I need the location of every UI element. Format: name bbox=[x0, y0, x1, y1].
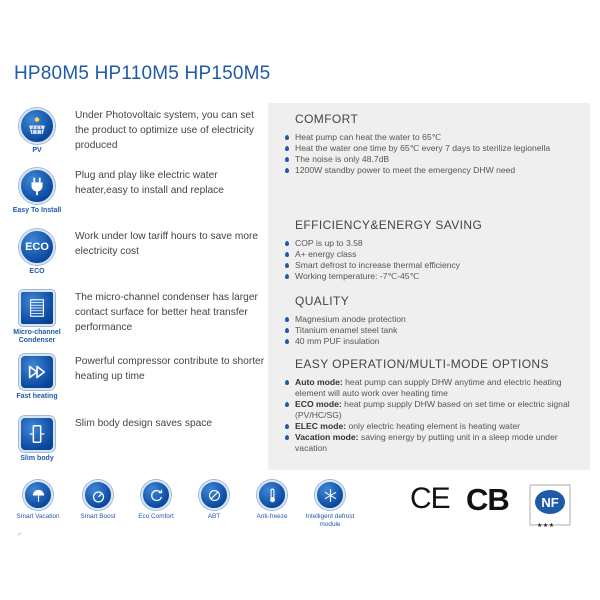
list-item: Smart defrost to increase thermal efficiency bbox=[284, 260, 584, 271]
abt-icon bbox=[199, 480, 229, 510]
list-item: 40 mm PUF insulation bbox=[284, 336, 584, 347]
nf-logo bbox=[529, 484, 571, 526]
eco-icon-text: ECO bbox=[25, 241, 49, 253]
snowflake-icon bbox=[315, 480, 345, 510]
section-title-quality: QUALITY bbox=[295, 294, 350, 308]
mode-name: Auto mode: bbox=[295, 377, 343, 387]
mode-description: only electric heating element is heating water bbox=[346, 421, 520, 431]
section-title-comfort: COMFORT bbox=[295, 112, 359, 126]
condenser-icon bbox=[19, 290, 55, 326]
function-label: Eco Comfort bbox=[138, 513, 174, 520]
slim-body-icon bbox=[19, 416, 55, 452]
mode-name: ELEC mode: bbox=[295, 421, 347, 431]
list-item bbox=[284, 399, 584, 421]
function-smart-boost bbox=[68, 480, 128, 521]
mode-name: Vacation mode: bbox=[295, 432, 359, 442]
feature-label: ECO bbox=[29, 268, 45, 275]
list-item: Magnesium anode protection bbox=[284, 314, 584, 325]
list-item: Working temperature: -7℃-45℃ bbox=[284, 271, 584, 282]
list-item: COP is up to 3.58 bbox=[284, 238, 584, 249]
decorative-mark: ⌐ bbox=[18, 531, 23, 538]
nf-stars: ★★★ bbox=[537, 523, 555, 529]
efficiency-list bbox=[284, 238, 584, 282]
cb-mark: CB bbox=[466, 482, 509, 517]
function-label: Smart Vacation bbox=[16, 513, 60, 520]
function-anti-freeze bbox=[242, 480, 302, 521]
nf-logo-text: NF bbox=[541, 495, 559, 510]
boost-icon bbox=[83, 480, 113, 510]
mode-description: saving energy by putting unit in a sleep mode under vacation bbox=[295, 432, 558, 453]
feature-description: Powerful compressor contribute to shorter heating up time bbox=[75, 356, 265, 382]
quality-list bbox=[284, 314, 584, 347]
feature-description: Work under low tariff hours to save more electricity cost bbox=[75, 231, 259, 257]
feature-label: PV bbox=[32, 147, 42, 154]
plug-icon bbox=[19, 168, 55, 204]
function-label: ABT bbox=[207, 513, 221, 520]
function-label: Anti-freeze bbox=[256, 513, 288, 520]
function-defrost-module bbox=[300, 480, 360, 529]
feature-label: Easy To Install bbox=[12, 207, 62, 214]
feature-label: Fast heating bbox=[16, 393, 58, 400]
feature-label: Micro-channel Condenser bbox=[13, 329, 61, 344]
feature-description: The micro-channel condenser has larger contact surface for better heat transfer performance bbox=[75, 292, 258, 333]
function-eco-comfort bbox=[126, 480, 186, 521]
eco-comfort-icon bbox=[141, 480, 171, 510]
feature-description: Slim body design saves space bbox=[75, 418, 213, 429]
feature-description: Under Photovoltaic system, you can set the product to optimize use of electricity produced bbox=[75, 110, 254, 151]
thermometer-icon bbox=[257, 480, 287, 510]
mode-name: ECO mode: bbox=[295, 399, 342, 409]
product-models-title: HP80M5 HP110M5 HP150M5 bbox=[14, 63, 271, 84]
section-title-operation: EASY OPERATION/MULTI-MODE OPTIONS bbox=[295, 357, 549, 371]
function-smart-vacation bbox=[8, 480, 68, 521]
solar-panel-icon bbox=[19, 108, 55, 144]
mode-description: heat pump can supply DHW anytime and electric heating element will auto work over heating time bbox=[295, 377, 562, 398]
list-item: Titanium enamel steel tank bbox=[284, 325, 584, 336]
function-abt bbox=[184, 480, 244, 521]
operation-list bbox=[284, 377, 584, 454]
list-item bbox=[284, 432, 584, 454]
feature-description: Plug and play like electric water heater,easy to install and replace bbox=[75, 170, 224, 196]
list-item: 1200W standby power to meet the emergency DHW need bbox=[284, 165, 584, 176]
ce-mark: CE bbox=[410, 482, 450, 515]
list-item: Heat pump can heat the water to 65℃ bbox=[284, 132, 584, 143]
function-label: Intelligent defrost module bbox=[305, 513, 355, 528]
eco-icon bbox=[19, 229, 55, 265]
section-title-efficiency: EFFICIENCY&ENERGY SAVING bbox=[295, 218, 483, 232]
list-item: Heat the water one time by 65℃ every 7 days to sterilize legionella bbox=[284, 143, 584, 154]
list-item: The noise is only 48.7dB bbox=[284, 154, 584, 165]
vacation-icon bbox=[23, 480, 53, 510]
comfort-list bbox=[284, 132, 584, 176]
list-item: A+ energy class bbox=[284, 249, 584, 260]
fast-forward-icon bbox=[19, 354, 55, 390]
list-item bbox=[284, 421, 584, 432]
function-label: Smart Boost bbox=[80, 513, 116, 520]
list-item bbox=[284, 377, 584, 399]
mode-description: heat pump supply DHW based on set time or electric signal (PV/HC/SG) bbox=[295, 399, 570, 420]
feature-label: Slim body bbox=[20, 455, 54, 462]
